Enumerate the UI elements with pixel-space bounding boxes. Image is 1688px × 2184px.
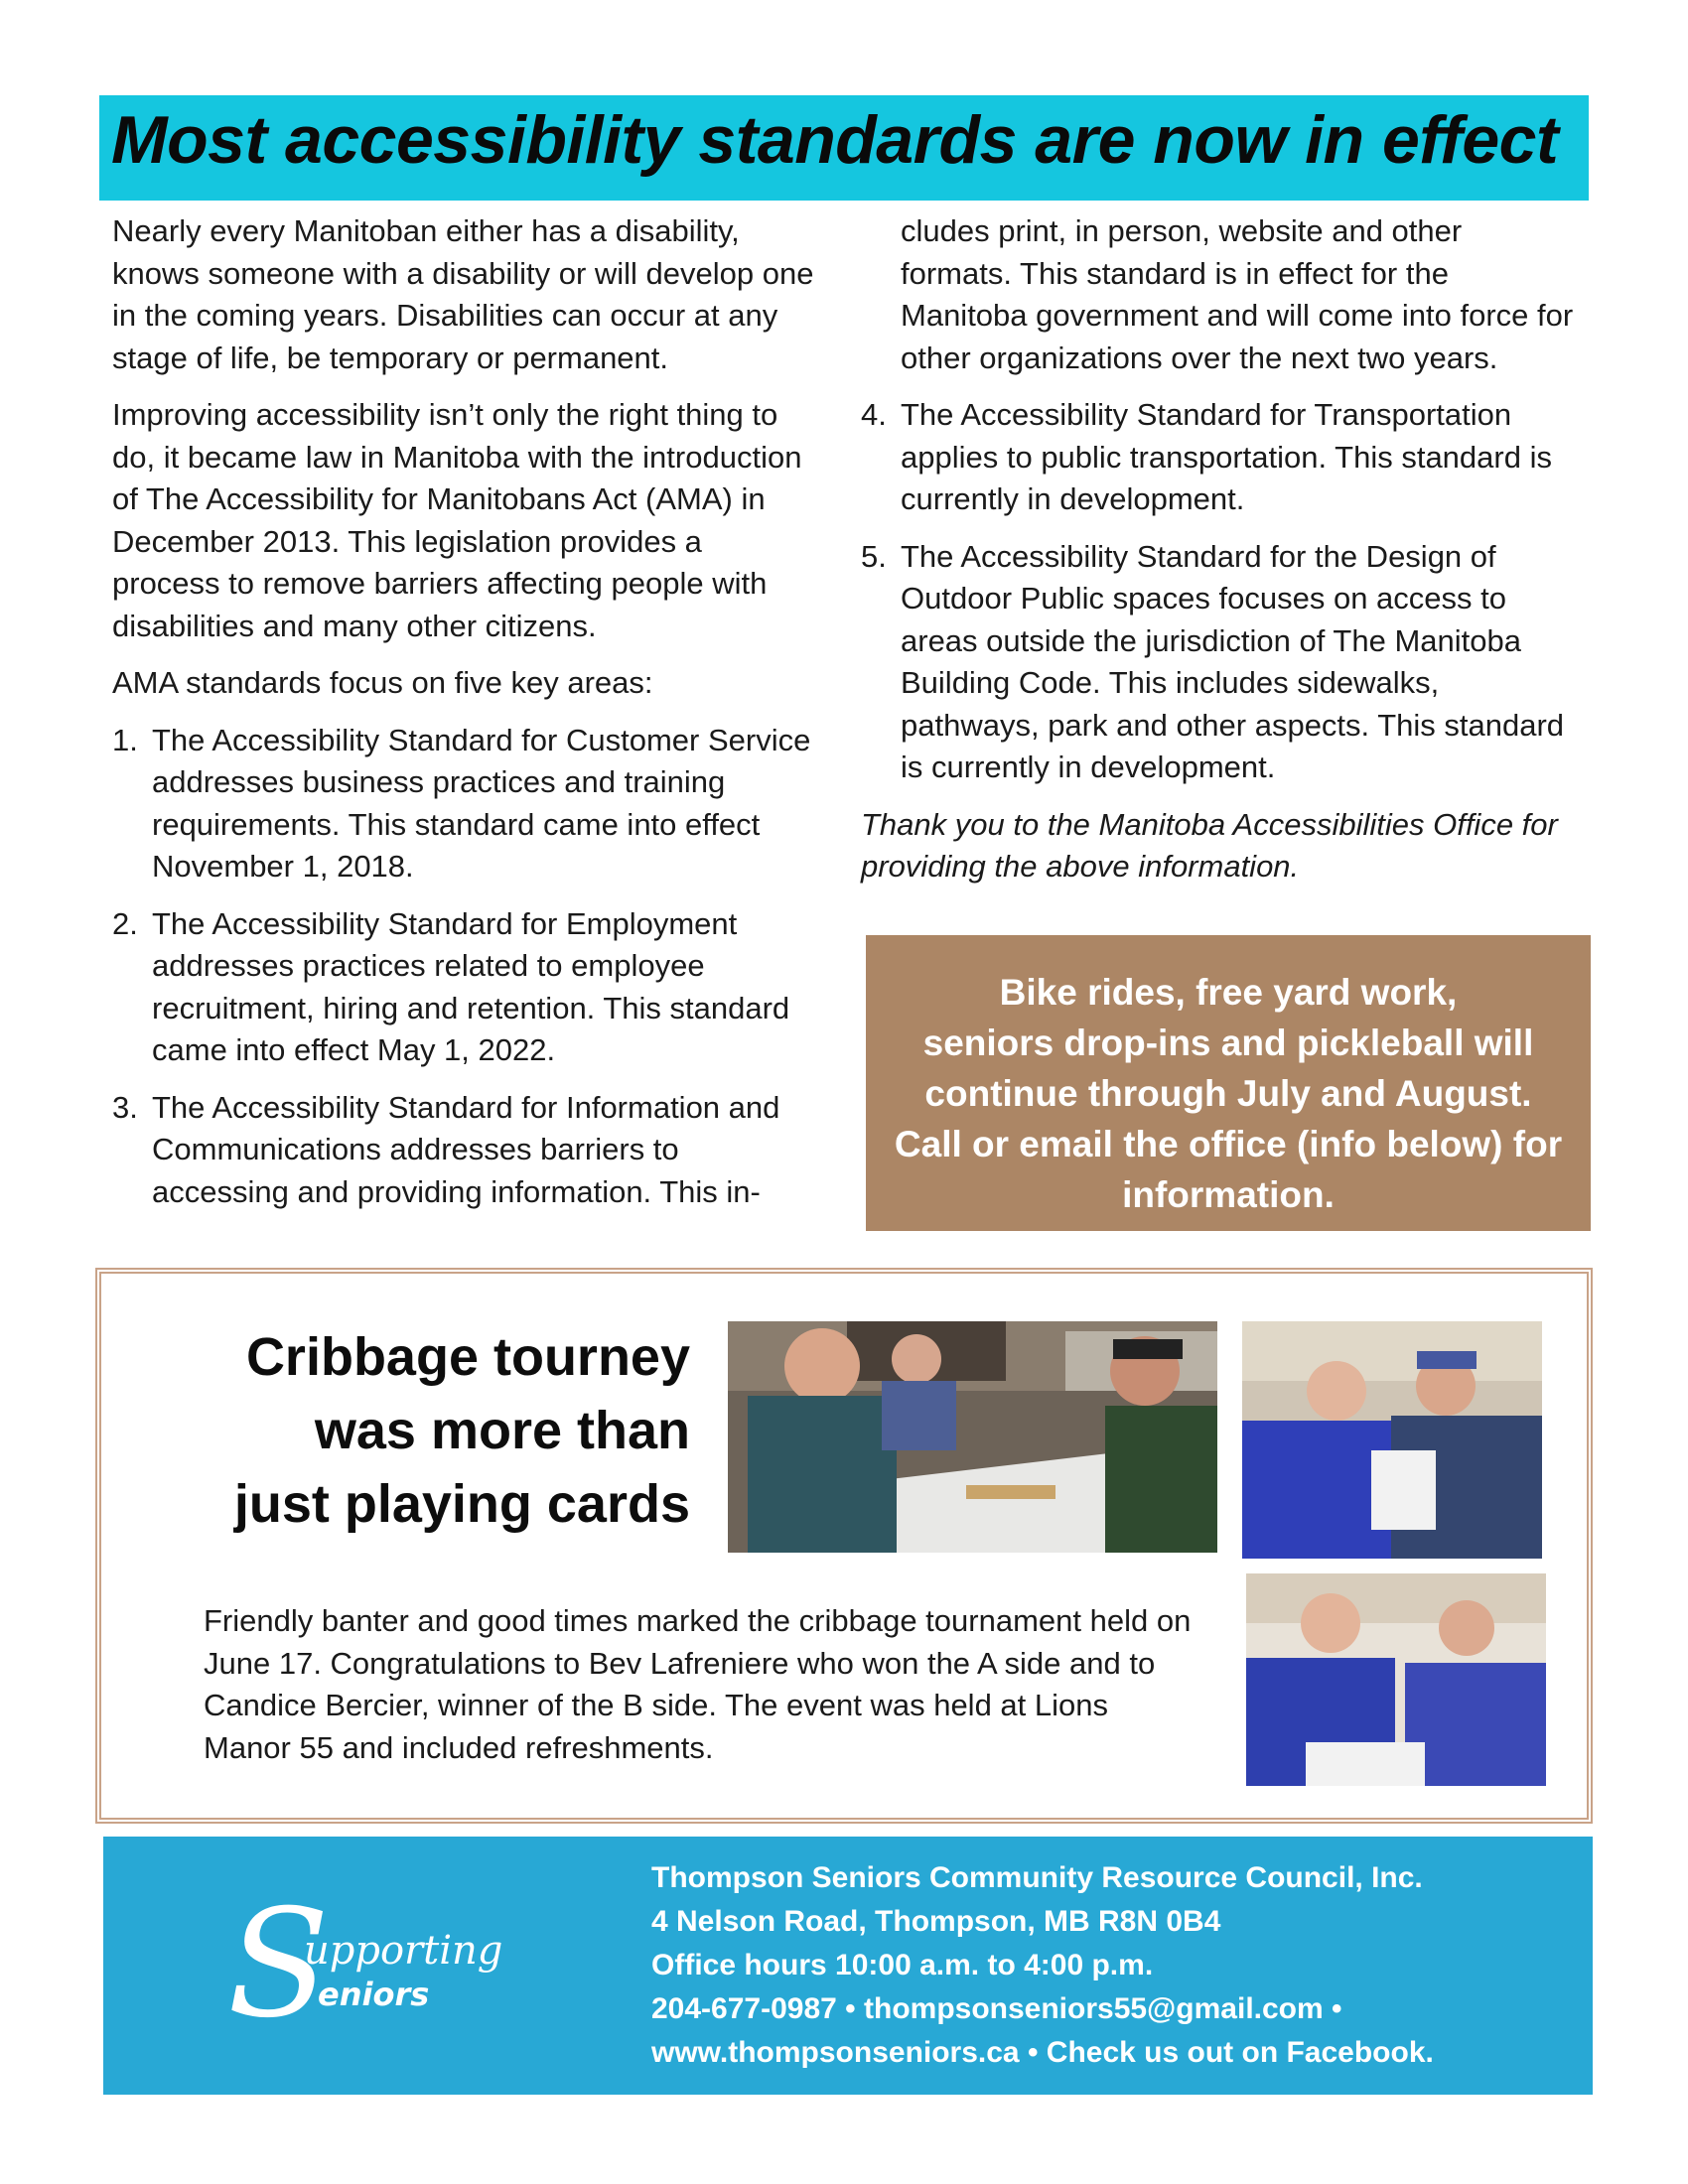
law-paragraph: Improving accessibility isn’t only the right thing to do, it became law in Manitoba with the introduction of The Accessibility for Manitobans Act (AMA) in December 2013. This legislation provides a process to remove barriers affecting people with disabilities and many other citizens.: [112, 397, 802, 643]
winner-b-side-photo: [1246, 1573, 1546, 1786]
footer: [103, 1837, 1593, 2095]
list-number: 1.: [112, 722, 138, 757]
list-item: [112, 720, 817, 888]
office-hours: Office hours 10:00 a.m. to 4:00 p.m.: [651, 1949, 1154, 1981]
title-line: was more than: [314, 1401, 690, 1460]
address: 4 Nelson Road, Thompson, MB R8N 0B4: [651, 1905, 1221, 1938]
list-number: 3.: [112, 1089, 138, 1125]
svg-text:S: S: [227, 1878, 330, 2051]
list-text: The Accessibility Standard for Customer Service addresses business practices and training requirements. This standard came into effect November 1, 2018.: [152, 722, 811, 884]
list-item: [861, 394, 1576, 521]
list-text: The Accessibility Standard for Transportation applies to public transportation. This standard is currently in development.: [901, 397, 1552, 516]
title-line: just playing cards: [233, 1474, 690, 1534]
thanks-note: Thank you to the Manitoba Accessibilities Office for providing the above information.: [861, 806, 1558, 884]
cribbage-description: Friendly banter and good times marked the cribbage tournament held on June 17. Congratulations to Bev Lafreniere who won the A side and to Candice Bercier, winner of the B side. The event was held at Lions Manor 55 and included refreshments.: [204, 1603, 1192, 1765]
list-item: [112, 1087, 817, 1214]
summer-activities-notice: [866, 935, 1591, 1231]
list-number: 5.: [861, 538, 887, 574]
winner-a-side-photo: [1242, 1321, 1542, 1559]
cribbage-players-photo: [728, 1321, 1217, 1553]
website-facebook: www.thompsonseniors.ca • Check us out on Facebook.: [651, 2036, 1434, 2069]
logo-word-supporting: upporting: [304, 1928, 503, 1974]
notice-line: Call or email the office (info below) for: [894, 1124, 1563, 1164]
list-text: The Accessibility Standard for the Design of Outdoor Public spaces focuses on access to areas outside the jurisdiction of The Manitoba Building Code. This includes sidewalks, pathways, park and other aspects. This standard is currently in development.: [901, 538, 1565, 784]
notice-line: seniors drop-ins and pickleball will: [922, 1023, 1534, 1063]
left-column: [112, 210, 817, 1228]
supporting-seniors-logo: [222, 1876, 503, 2055]
list-number: 4.: [861, 397, 887, 432]
org-name: Thompson Seniors Community Resource Council, Inc.: [651, 1861, 1423, 1894]
list-number: 2.: [112, 905, 138, 941]
list-item-continuation: cludes print, in person, website and other formats. This standard is in effect for the Manitoba government and will come into force for other organizations over the next two years.: [901, 213, 1574, 375]
contact-info: [651, 1856, 1434, 2075]
list-text: The Accessibility Standard for Information and Communications addresses barriers to accessing and providing information. This in-: [152, 1089, 780, 1209]
notice-line: information.: [1122, 1174, 1335, 1215]
list-text: The Accessibility Standard for Employment addresses practices related to employee recruitment, hiring and retention. This standard came into effect May 1, 2022.: [152, 905, 790, 1067]
intro-paragraph: Nearly every Manitoban either has a disability, knows someone with a disability or will develop one in the coming years. Disabilities can occur at any stage of life, be temporary or permanent.: [112, 213, 814, 375]
cribbage-title: [179, 1320, 690, 1541]
headline: Most accessibility standards are now in effect: [111, 102, 1559, 178]
right-column: [861, 210, 1576, 903]
logo-word-seniors: eniors: [318, 1976, 430, 2013]
list-item: [112, 903, 817, 1072]
notice-line: continue through July and August.: [924, 1073, 1532, 1114]
phone-email: 204-677-0987 • thompsonseniors55@gmail.com •: [651, 1992, 1342, 2025]
title-line: Cribbage tourney: [245, 1327, 690, 1387]
focus-paragraph: AMA standards focus on five key areas:: [112, 665, 653, 700]
list-item: [861, 536, 1576, 789]
notice-line: Bike rides, free yard work,: [999, 972, 1458, 1013]
headline-banner: [99, 95, 1589, 201]
